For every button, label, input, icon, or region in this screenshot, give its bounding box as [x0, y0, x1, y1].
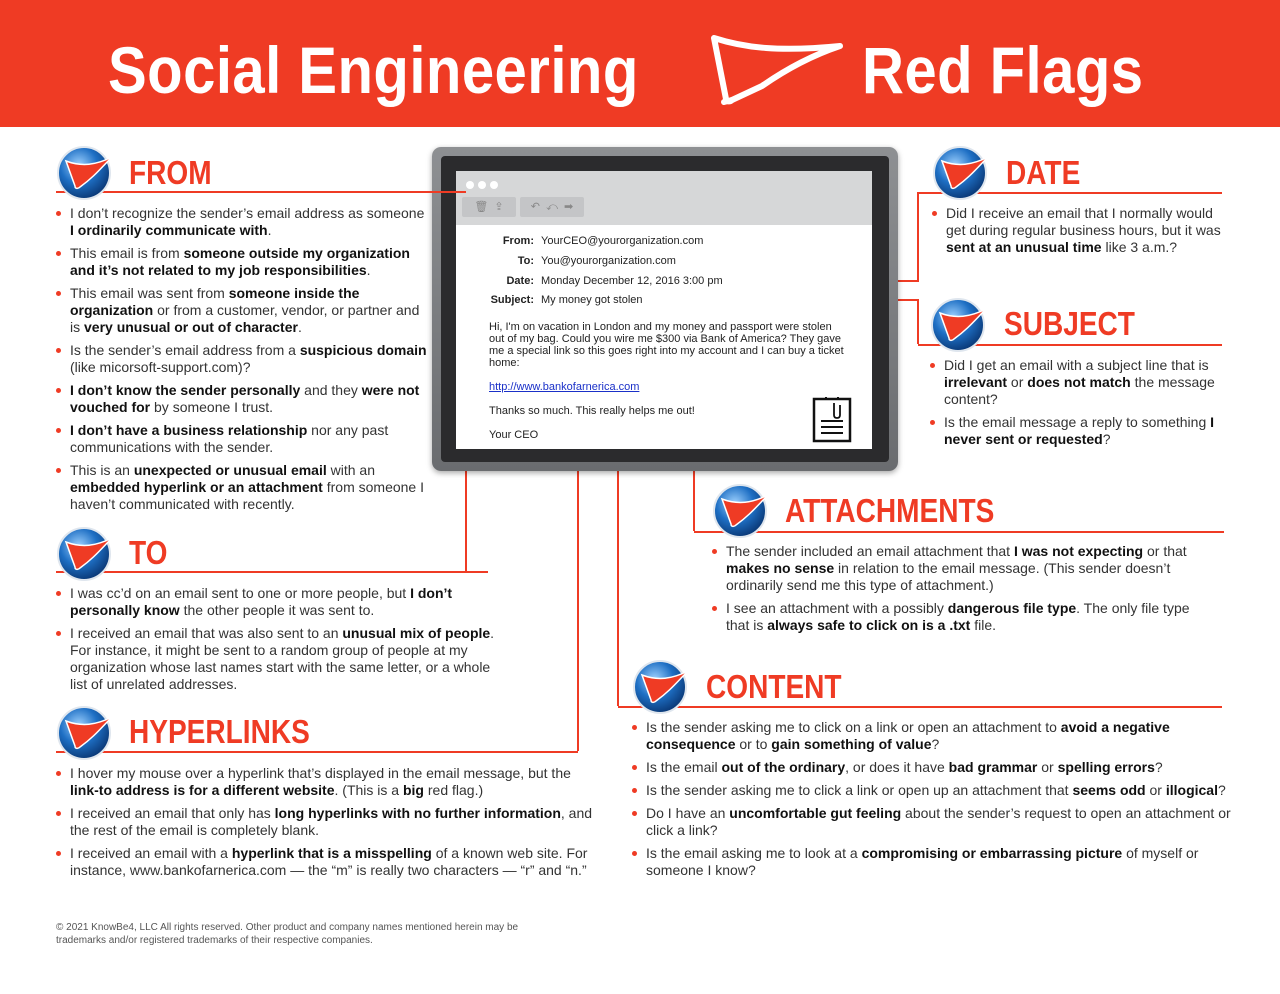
- date-list: [932, 205, 1232, 262]
- body-text: This email is from: [70, 245, 184, 261]
- section-title-date: DATE: [1006, 154, 1081, 191]
- body-text: , or does it have: [845, 759, 949, 775]
- body-text: I received an email that only has: [70, 805, 275, 821]
- from-list: [56, 205, 428, 519]
- body-text: about the sender’s request to open an attachment or click a link?: [646, 805, 1231, 838]
- emphasis-text: does not match: [1027, 374, 1131, 390]
- email-window: [456, 171, 872, 449]
- list-item: [930, 357, 1230, 408]
- list-item: [56, 422, 428, 456]
- list-item: [932, 205, 1232, 256]
- emphasis-text: uncomfortable gut feeling: [729, 805, 902, 821]
- list-item: [712, 543, 1212, 594]
- emphasis-text: very unusual or out of character: [84, 319, 298, 335]
- body-text: . For instance, it might be sent to a random group of people at my organization whose last names start with the same letter, or a whole list of unrelated addresses.: [70, 625, 495, 692]
- emphasis-text: illogical: [1165, 782, 1218, 798]
- body-text: and they: [300, 382, 362, 398]
- to-rule: [56, 571, 488, 573]
- body-text: file.: [970, 617, 997, 633]
- emphasis-text: sent at an unusual time: [946, 239, 1102, 255]
- copyright-footer: © 2021 KnowBe4, LLC All rights reserved. Other product and company names mentioned herein may be trademarks and/or registered trademarks of their respective companies.: [56, 922, 519, 946]
- body-text: I was cc’d on an email sent to one or more people, but: [70, 585, 411, 601]
- body-text: Is the sender asking me to click on a link or open an attachment to: [646, 719, 1061, 735]
- body-text: .: [267, 222, 272, 238]
- page-title-left: Social Engineering: [108, 33, 639, 107]
- emphasis-text: I was not expecting: [1013, 543, 1144, 559]
- emphasis-text: bad grammar: [948, 759, 1038, 775]
- body-text: the other people it was sent to.: [179, 602, 375, 618]
- emphasis-text: I ordinarily communicate with: [70, 222, 268, 238]
- body-text: Do I have an: [646, 805, 730, 821]
- body-text: .: [297, 319, 302, 335]
- list-item: [632, 805, 1232, 839]
- list-item: [56, 205, 428, 239]
- section-title-hyperlinks: HYPERLINKS: [129, 713, 310, 750]
- body-text: like 3 a.m.?: [1101, 239, 1178, 255]
- body-text: The sender included an email attachment that: [726, 543, 1014, 559]
- section-title-subject: SUBJECT: [1004, 305, 1135, 342]
- to-list: [56, 585, 511, 699]
- body-text: ?: [931, 736, 940, 752]
- body-text: I don’t recognize the sender’s email address as someone: [70, 205, 425, 221]
- list-item: [56, 285, 428, 336]
- body-text: of a known web site. For instance, www.bankofarnerica.com — the “m” is really two characters — “r” and “n.”: [70, 845, 588, 878]
- emphasis-text: link-to address is for a different website: [70, 782, 335, 798]
- body-text: red flag.): [423, 782, 484, 798]
- red-flag-globe-icon: [56, 143, 114, 201]
- body-text: This email was sent from: [70, 285, 229, 301]
- body-text: Is the email asking me to look at a: [646, 845, 862, 861]
- email-thanks: Thanks so much. This really helps me out!: [489, 405, 695, 417]
- header-banner: [0, 0, 1280, 127]
- reply-forward-buttons[interactable]: ↶ ⤺ ➡: [520, 197, 584, 217]
- body-text: I received an email that was also sent to an: [70, 625, 343, 641]
- list-item: [632, 782, 1232, 799]
- body-text: I received an email with a: [70, 845, 232, 861]
- emphasis-text: spelling errors: [1057, 759, 1155, 775]
- red-flag-globe-icon: [56, 524, 114, 582]
- red-flag-globe-icon: [930, 295, 988, 353]
- subject-label: Subject:: [490, 294, 534, 306]
- section-title-content: CONTENT: [706, 668, 842, 705]
- body-text: ?: [1217, 782, 1226, 798]
- body-text: of myself or someone I know?: [646, 845, 1199, 878]
- hyperlinks-rule: [56, 751, 578, 753]
- body-text: . The only file type that is: [726, 600, 1190, 633]
- hyperlinks-list: [56, 765, 601, 885]
- window-dot: [478, 181, 486, 189]
- emphasis-text: compromising or embarrassing picture: [861, 845, 1123, 861]
- subject-value: My money got stolen: [541, 294, 643, 306]
- list-item: [56, 845, 601, 879]
- body-text: Did I receive an email that I normally would get during regular business hours, but it was: [946, 205, 1221, 238]
- from-value: YourCEO@yourorganization.com: [541, 235, 704, 247]
- window-dot: [490, 181, 498, 189]
- body-text: . (This is a: [334, 782, 403, 798]
- body-text: by someone I trust.: [150, 399, 274, 415]
- body-text: the message content?: [944, 374, 1215, 407]
- red-flag-icon: [700, 30, 850, 110]
- list-item: [56, 625, 511, 693]
- body-text: I hover my mouse over a hyperlink that’s displayed in the email message, but the: [70, 765, 571, 781]
- list-item: [56, 765, 601, 799]
- list-item: [712, 600, 1212, 634]
- emphasis-text: hyperlink that is a misspelling: [231, 845, 432, 861]
- list-item: [56, 382, 428, 416]
- red-flag-globe-icon: [56, 703, 114, 761]
- emphasis-text: someone outside my organization and it’s not related to my job responsibilities: [70, 245, 410, 278]
- list-item: [56, 462, 428, 513]
- body-text: or to: [735, 736, 772, 752]
- emphasis-text: embedded hyperlink or an attachment: [70, 479, 323, 495]
- emphasis-text: big: [402, 782, 424, 798]
- email-link[interactable]: http://www.bankofarnerica.com: [489, 381, 640, 393]
- subject-list: [930, 357, 1230, 454]
- emphasis-text: unexpected or unusual email: [133, 462, 327, 478]
- email-toolbar: [456, 171, 872, 225]
- from-rule: [56, 191, 466, 193]
- red-flag-globe-icon: [932, 143, 990, 201]
- body-text: ?: [1154, 759, 1163, 775]
- trash-move-buttons[interactable]: 🗑 ⇪: [462, 197, 516, 217]
- to-value: You@yourorganization.com: [541, 255, 676, 267]
- emphasis-text: seems odd: [1072, 782, 1146, 798]
- list-item: [632, 719, 1232, 753]
- list-item: [56, 585, 511, 619]
- list-item: [632, 759, 1232, 776]
- date-label: Date:: [506, 275, 534, 287]
- emphasis-text: I never sent or requested: [944, 414, 1215, 447]
- red-flag-globe-icon: [712, 481, 770, 539]
- body-text: or: [1037, 759, 1058, 775]
- attachments-list: [712, 543, 1212, 640]
- to-label: To:: [517, 255, 534, 267]
- body-text: ?: [1102, 431, 1111, 447]
- section-title-from: FROM: [129, 154, 212, 191]
- body-text: Is the sender asking me to click a link or open up an attachment that: [646, 782, 1073, 798]
- page-title-right: Red Flags: [862, 33, 1144, 107]
- emphasis-text: long hyperlinks with no further information: [274, 805, 561, 821]
- body-text: nor any past communications with the sender.: [70, 422, 389, 455]
- list-item: [930, 414, 1230, 448]
- body-text: Is the sender’s email address from a: [70, 342, 300, 358]
- body-text: .: [366, 262, 371, 278]
- body-text: or: [1007, 374, 1028, 390]
- emphasis-text: irrelevant: [944, 374, 1008, 390]
- body-text: Is the email message a reply to something: [944, 414, 1211, 430]
- emphasis-text: I don’t have a business relationship: [70, 422, 308, 438]
- list-item: [56, 805, 601, 839]
- emphasis-text: unusual mix of people: [342, 625, 491, 641]
- emphasis-text: I don’t personally know: [70, 585, 453, 618]
- email-body: Hi, I'm on vacation in London and my money and passport were stolen out of my bag. Could you wire me $300 via Bank of America? They gave me a special link so this goes right into my account and I can buy a ticket home:: [489, 321, 844, 369]
- email-signature: Your CEO: [489, 429, 539, 441]
- red-flag-globe-icon: [632, 657, 690, 715]
- emphasis-text: makes no sense: [726, 560, 835, 576]
- body-text: from someone I haven’t communicated with recently.: [70, 479, 424, 512]
- emphasis-text: were not vouched for: [70, 382, 420, 415]
- body-text: in relation to the email message. (This sender doesn’t ordinarily send me this type of attachment.): [726, 560, 1171, 593]
- body-text: This is an: [70, 462, 134, 478]
- window-dot: [466, 181, 474, 189]
- body-text: Did I get an email with a subject line that is: [944, 357, 1209, 373]
- attachment-document-icon[interactable]: [812, 397, 854, 443]
- emphasis-text: someone inside the organization: [70, 285, 360, 318]
- date-value: Monday December 12, 2016 3:00 pm: [541, 275, 723, 287]
- section-title-attachments: ATTACHMENTS: [785, 492, 995, 529]
- emphasis-text: suspicious domain: [299, 342, 427, 358]
- body-text: (like micorsoft-support.com)?: [70, 359, 251, 375]
- attachments-rule: [694, 531, 1224, 533]
- content-list: [632, 719, 1232, 885]
- list-item: [56, 245, 428, 279]
- list-item: [632, 845, 1232, 879]
- emphasis-text: dangerous file type: [947, 600, 1077, 616]
- body-text: I see an attachment with a possibly: [726, 600, 948, 616]
- list-item: [56, 342, 428, 376]
- body-text: , and the rest of the email is completely blank.: [70, 805, 593, 838]
- section-title-to: TO: [129, 534, 168, 571]
- emphasis-text: I don’t know the sender personally: [70, 382, 301, 398]
- content-rule: [618, 706, 1222, 708]
- body-text: or: [1145, 782, 1166, 798]
- body-text: or from a customer, vendor, or partner and is: [70, 302, 420, 335]
- emphasis-text: always safe to click on is a .txt: [767, 617, 971, 633]
- emphasis-text: gain something of value: [771, 736, 932, 752]
- body-text: or that: [1143, 543, 1187, 559]
- from-label: From:: [502, 235, 534, 247]
- body-text: with an: [326, 462, 375, 478]
- emphasis-text: avoid a negative consequence: [646, 719, 1170, 752]
- body-text: Is the email: [646, 759, 722, 775]
- emphasis-text: out of the ordinary: [721, 759, 846, 775]
